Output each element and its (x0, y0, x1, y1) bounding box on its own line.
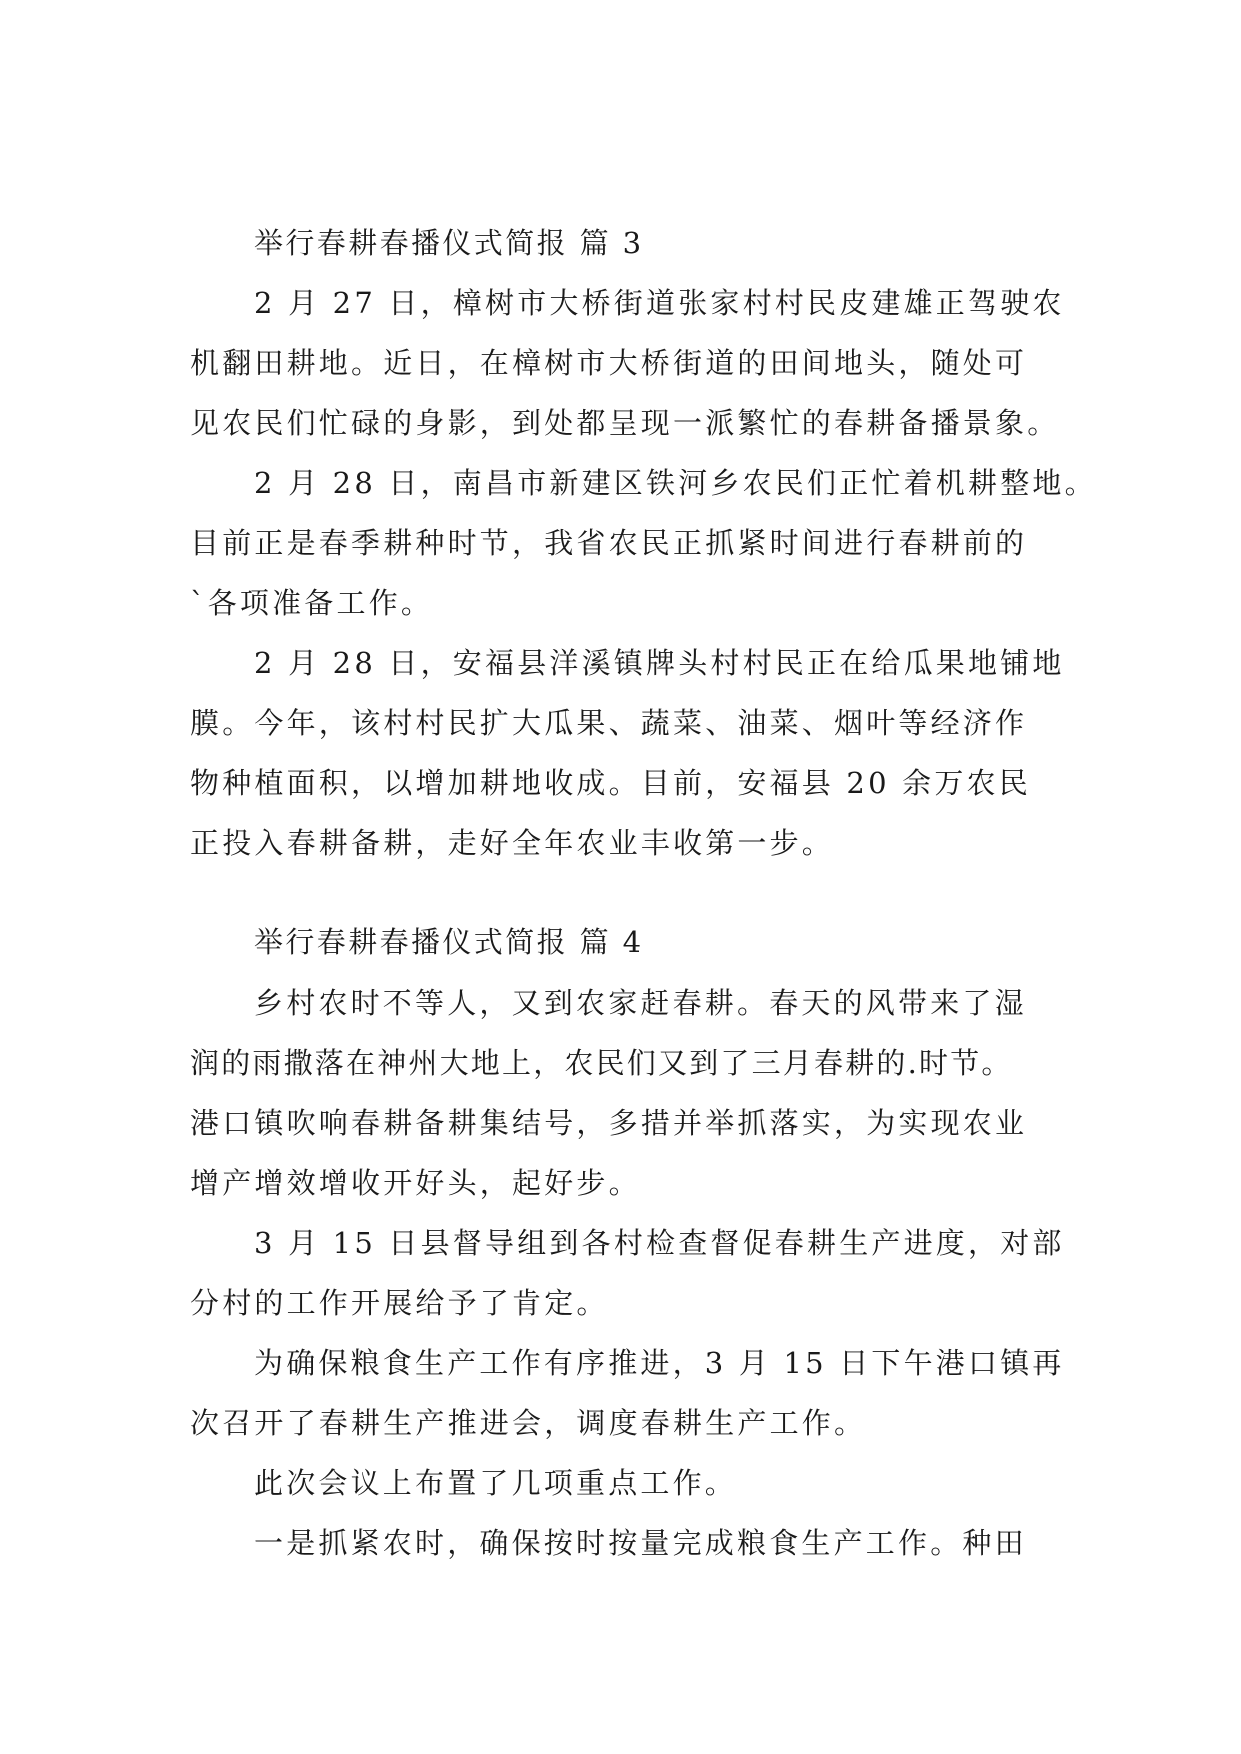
section-4-paragraph-3-line-2: 次召开了春耕生产推进会，调度春耕生产工作。 (190, 1406, 867, 1440)
section-4-paragraph-4-line-1: 此次会议上布置了几项重点工作。 (254, 1466, 738, 1500)
section-4-paragraph-5-line-1: 一是抓紧农时，确保按时按量完成粮食生产工作。种田 (254, 1526, 1027, 1560)
section-3-paragraph-1-line-3: 见农民们忙碌的身影，到处都呈现一派繁忙的春耕备播景象。 (190, 406, 1060, 440)
section-3-paragraph-3-line-1: 2 月 28 日，安福县洋溪镇牌头村村民正在给瓜果地铺地 (254, 646, 1065, 680)
section-3-paragraph-2-line-2: 目前正是春季耕种时节，我省农民正抓紧时间进行春耕前的 (190, 526, 1028, 560)
section-4-heading: 举行春耕春播仪式简报 篇 4 (254, 925, 644, 959)
section-4-paragraph-2-line-2: 分村的工作开展给予了肯定。 (190, 1286, 609, 1320)
section-3-paragraph-3-line-2: 膜。今年，该村村民扩大瓜果、蔬菜、油菜、烟叶等经济作 (190, 706, 1028, 740)
section-4-paragraph-1-line-1: 乡村农时不等人，又到农家赶春耕。春天的风带来了湿 (254, 986, 1027, 1020)
section-4-paragraph-3-line-1: 为确保粮食生产工作有序推进，3 月 15 日下午港口镇再 (254, 1346, 1065, 1380)
section-3-paragraph-2-line-3: `各项准备工作。 (190, 586, 434, 620)
section-3-heading: 举行春耕春播仪式简报 篇 3 (254, 226, 644, 260)
section-3-paragraph-2-line-1: 2 月 28 日，南昌市新建区铁河乡农民们正忙着机耕整地。 (254, 466, 1097, 500)
section-4-paragraph-2-line-1: 3 月 15 日县督导组到各村检查督促春耕生产进度，对部 (254, 1226, 1065, 1260)
section-3-paragraph-3-line-4: 正投入春耕备耕，走好全年农业丰收第一步。 (190, 826, 835, 860)
section-3-paragraph-1-line-1: 2 月 27 日，樟树市大桥街道张家村村民皮建雄正驾驶农 (254, 286, 1065, 320)
section-4-paragraph-1-line-3: 港口镇吹响春耕备耕集结号，多措并举抓落实，为实现农业 (190, 1106, 1028, 1140)
section-3-paragraph-1-line-2: 机翻田耕地。近日，在樟树市大桥街道的田间地头，随处可 (190, 346, 1028, 380)
section-3-paragraph-3-line-3: 物种植面积，以增加耕地收成。目前，安福县 20 余万农民 (190, 766, 1031, 800)
section-4-paragraph-1-line-4: 增产增效增收开好头，起好步。 (190, 1166, 641, 1200)
section-4-paragraph-1-line-2: 润的雨撒落在神州大地上，农民们又到了三月春耕的.时节。 (190, 1046, 1013, 1080)
